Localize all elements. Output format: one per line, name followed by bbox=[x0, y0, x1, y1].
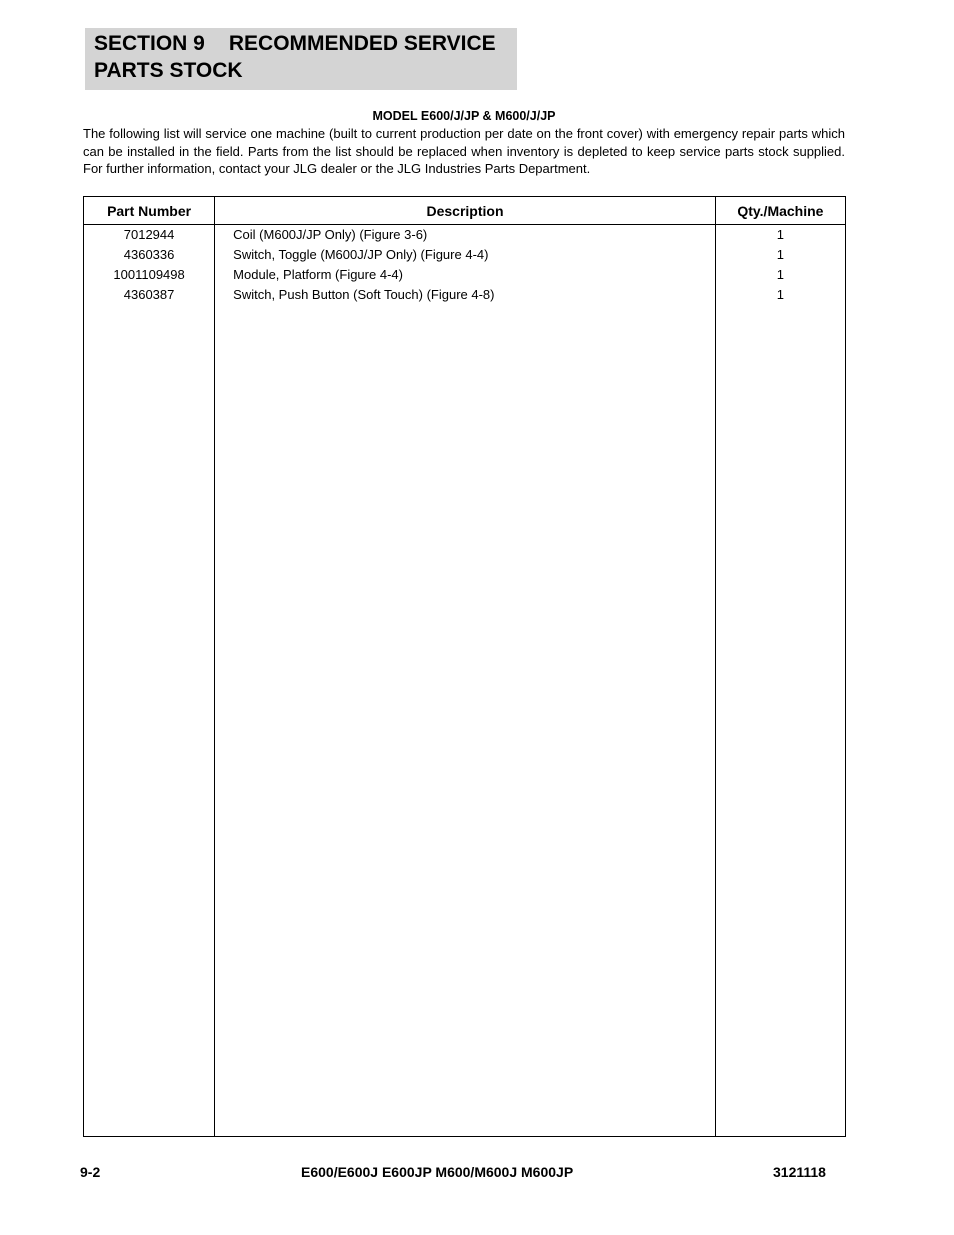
empty-cell bbox=[215, 305, 716, 1137]
intro-paragraph: The following list will service one machine (built to current production per date on the front cover) with emergency repair parts which can be installed in the field. Parts from the list should be replaced when inventory is depleted to keep service parts stock supplied. For further information, contact your JLG dealer or the JLG Industries Parts Department. bbox=[83, 126, 845, 176]
part-number: 7012944 bbox=[84, 225, 215, 246]
part-qty: 1 bbox=[715, 265, 845, 285]
section-title-line-2: PARTS STOCK bbox=[94, 59, 243, 82]
section-number: SECTION 9 bbox=[94, 32, 205, 55]
part-qty: 1 bbox=[715, 285, 845, 305]
section-header bbox=[85, 28, 517, 90]
part-qty: 1 bbox=[715, 245, 845, 265]
part-number: 4360387 bbox=[84, 285, 215, 305]
footer-doc-number: 3121118 bbox=[773, 1164, 826, 1180]
table-row bbox=[84, 265, 846, 285]
header-part-number: Part Number bbox=[84, 197, 215, 225]
table-row bbox=[84, 285, 846, 305]
model-title: MODEL E600/J/JP & M600/J/JP bbox=[372, 109, 556, 123]
table-row bbox=[84, 225, 846, 246]
part-description: Module, Platform (Figure 4-4) bbox=[215, 265, 716, 285]
empty-cell bbox=[84, 305, 215, 1137]
section-title: RECOMMENDED SERVICE bbox=[228, 32, 496, 55]
part-number: 1001109498 bbox=[84, 265, 215, 285]
part-description: Switch, Push Button (Soft Touch) (Figure 4-8) bbox=[215, 285, 716, 305]
section-title-line-1 bbox=[94, 30, 517, 57]
part-description: Coil (M600J/JP Only) (Figure 3-6) bbox=[215, 225, 716, 246]
part-number: 4360336 bbox=[84, 245, 215, 265]
table-row bbox=[84, 245, 846, 265]
empty-cell bbox=[715, 305, 845, 1137]
table-header-row bbox=[84, 197, 846, 225]
table-empty-space bbox=[84, 305, 846, 1137]
footer-models: E600/E600J E600JP M600/M600J M600JP bbox=[301, 1164, 574, 1180]
header-qty: Qty./Machine bbox=[715, 197, 845, 225]
part-description: Switch, Toggle (M600J/JP Only) (Figure 4-4) bbox=[215, 245, 716, 265]
parts-table bbox=[83, 196, 846, 1137]
part-qty: 1 bbox=[715, 225, 845, 246]
footer-page-number: 9-2 bbox=[80, 1164, 101, 1180]
header-description: Description bbox=[215, 197, 716, 225]
